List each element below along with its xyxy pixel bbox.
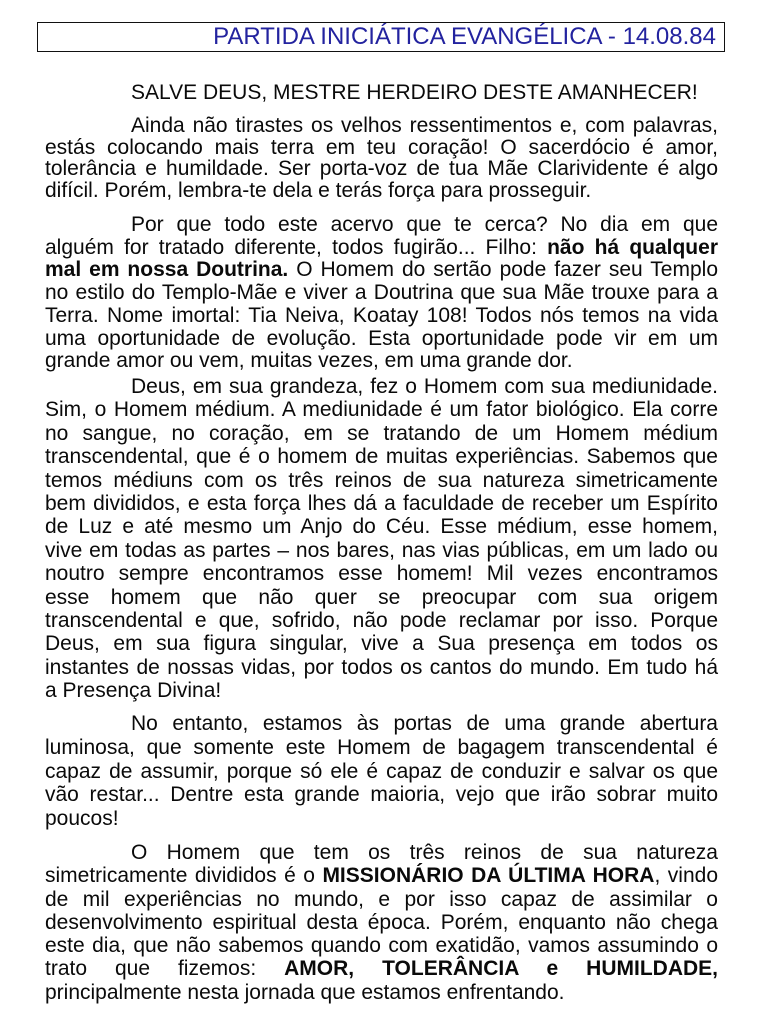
text-line bbox=[45, 137, 718, 159]
text-segment: transcendental, que é o homem de muitas experiências. Sabemos que bbox=[45, 445, 718, 469]
text-segment: Deus, em sua figura singular, vive a Sua presença em todos os bbox=[45, 632, 718, 656]
text-line bbox=[45, 492, 718, 515]
text-segment: alguém for tratado diferente, todos fugirão... Filho: bbox=[45, 235, 548, 259]
text-line bbox=[45, 609, 718, 632]
paragraph bbox=[45, 115, 718, 201]
text-segment: vive em todas as partes – nos bares, nas vias públicas, em um lado ou bbox=[45, 538, 718, 562]
text-segment: no estilo do Templo-Mãe e viver a Doutrina que sua Mãe trouxe para a bbox=[45, 281, 718, 305]
text-line bbox=[45, 656, 718, 679]
text-segment: grande amor ou vem, muitas vezes, em uma grande dor. bbox=[45, 349, 573, 373]
text-segment: Deus, em sua grandeza, fez o Homem com sua mediunidade. bbox=[131, 375, 718, 398]
text-line bbox=[45, 350, 718, 373]
text-line bbox=[45, 586, 718, 609]
text-line bbox=[45, 515, 718, 538]
text-line bbox=[45, 679, 718, 702]
page-title: PARTIDA INICIÁTICA EVANGÉLICA - 14.08.84 bbox=[213, 23, 716, 50]
text-line bbox=[45, 736, 718, 760]
text-line bbox=[45, 981, 718, 1004]
text-segment: vão restar... Dentre esta grande maioria, vejo que irão sobrar muito bbox=[45, 783, 718, 807]
text-segment: capaz de assumir, porque só ele é capaz de conduzir e salvar os que bbox=[45, 759, 718, 783]
paragraph bbox=[45, 375, 718, 703]
paragraph bbox=[45, 712, 718, 831]
text-line bbox=[45, 180, 718, 202]
text-segment: no sangue, no coração, em se tratando de um Homem médium bbox=[45, 421, 718, 445]
text-segment: simetricamente divididos é o bbox=[45, 864, 323, 888]
text-line bbox=[45, 375, 718, 398]
text-segment: instantes de nossas vidas, por todos os cantos do mundo. Em tudo há bbox=[45, 655, 718, 679]
emphasized-text: MISSIONÁRIO DA ÚLTIMA HORA bbox=[322, 864, 655, 888]
text-segment: No entanto, estamos às portas de uma grande abertura bbox=[131, 712, 718, 735]
text-line bbox=[45, 539, 718, 562]
text-segment: Por que todo este acervo que te cerca? No dia em que bbox=[131, 213, 718, 236]
text-line bbox=[45, 115, 718, 137]
text-segment: principalmente nesta jornada que estamos enfrentando. bbox=[45, 980, 565, 1004]
text-segment: transcendental e que, sofrido, não pode reclamar por isso. Porque bbox=[45, 609, 718, 633]
text-segment: tolerância e humildade. Ser porta-voz de tua Mãe Clarividente é algo bbox=[45, 157, 718, 180]
text-line bbox=[45, 237, 718, 260]
text-segment: de mil experiências no mundo, e por isso capaz de assimilar o bbox=[45, 887, 718, 911]
text-line bbox=[45, 783, 718, 807]
text-segment: estás colocando mais terra em teu coração! O sacerdócio é amor, bbox=[45, 135, 718, 159]
text-segment: difícil. Porém, lembra-te dela e terás força para prosseguir. bbox=[45, 178, 592, 202]
emphasized-text: AMOR, TOLERÂNCIA e HUMILDADE, bbox=[284, 957, 718, 981]
text-line bbox=[45, 158, 718, 180]
text-segment: luminosa, que somente este Homem de bagagem transcendental é bbox=[45, 735, 718, 759]
text-line bbox=[45, 398, 718, 421]
text-segment: O Homem do sertão pode fazer seu Templo bbox=[288, 258, 718, 282]
text-segment: de Luz e até mesmo um Anjo do Céu. Esse médium, esse homem, bbox=[45, 515, 718, 539]
text-line bbox=[45, 422, 718, 445]
text-line bbox=[45, 259, 718, 282]
text-line bbox=[45, 888, 718, 911]
text-line bbox=[45, 445, 718, 468]
text-line bbox=[45, 562, 718, 585]
emphasized-text: não há qualquer bbox=[547, 235, 718, 259]
title-box bbox=[37, 22, 725, 52]
text-segment: noutro sempre encontramos esse homem! Mil vezes encontramos bbox=[45, 562, 718, 586]
paragraph bbox=[45, 214, 718, 373]
text-segment: poucos! bbox=[45, 807, 119, 830]
text-segment: , vindo bbox=[654, 864, 719, 888]
text-line bbox=[45, 328, 718, 351]
text-line bbox=[45, 864, 718, 887]
text-line bbox=[45, 214, 718, 237]
text-segment: Ainda não tirastes os velhos ressentimentos e, com palavras, bbox=[131, 114, 718, 137]
text-segment: Terra. Nome imortal: Tia Neiva, Koatay 108! Todos nós temos na vida bbox=[45, 303, 718, 327]
text-segment: a Presença Divina! bbox=[45, 679, 222, 703]
text-segment: trato que fizemos: bbox=[45, 957, 285, 981]
text-line bbox=[45, 957, 718, 980]
text-line bbox=[45, 282, 718, 305]
salutation-heading: SALVE DEUS, MESTRE HERDEIRO DESTE AMANHECER! bbox=[131, 81, 698, 104]
text-segment: temos médiuns com os três reinos de sua natureza simetricamente bbox=[45, 468, 718, 492]
text-segment: bem divididos, e esta força lhes dá a faculdade de receber um Espírito bbox=[45, 492, 718, 516]
text-line bbox=[45, 934, 718, 957]
text-segment: esse homem que não quer se preocupar com sua origem bbox=[45, 585, 718, 609]
emphasized-text: mal em nossa Doutrina. bbox=[45, 258, 289, 282]
text-line bbox=[45, 911, 718, 934]
text-segment: O Homem que tem os três reinos de sua natureza bbox=[131, 841, 718, 864]
text-line bbox=[45, 632, 718, 655]
text-segment: Sim, o Homem médium. A mediunidade é um fator biológico. Ela corre bbox=[45, 398, 718, 422]
text-line bbox=[45, 807, 718, 831]
text-line bbox=[45, 760, 718, 784]
text-line bbox=[45, 469, 718, 492]
text-segment: desenvolvimento espiritual desta época. Porém, enquanto não chega bbox=[45, 910, 718, 934]
text-segment: este dia, que não sabemos quando com exatidão, vamos assumindo o bbox=[45, 934, 718, 958]
text-segment: uma oportunidade de evolução. Esta oportunidade pode vir em um bbox=[45, 326, 718, 350]
paragraph bbox=[45, 841, 718, 1004]
text-line bbox=[45, 305, 718, 328]
text-line bbox=[45, 841, 718, 864]
text-line bbox=[45, 712, 718, 736]
